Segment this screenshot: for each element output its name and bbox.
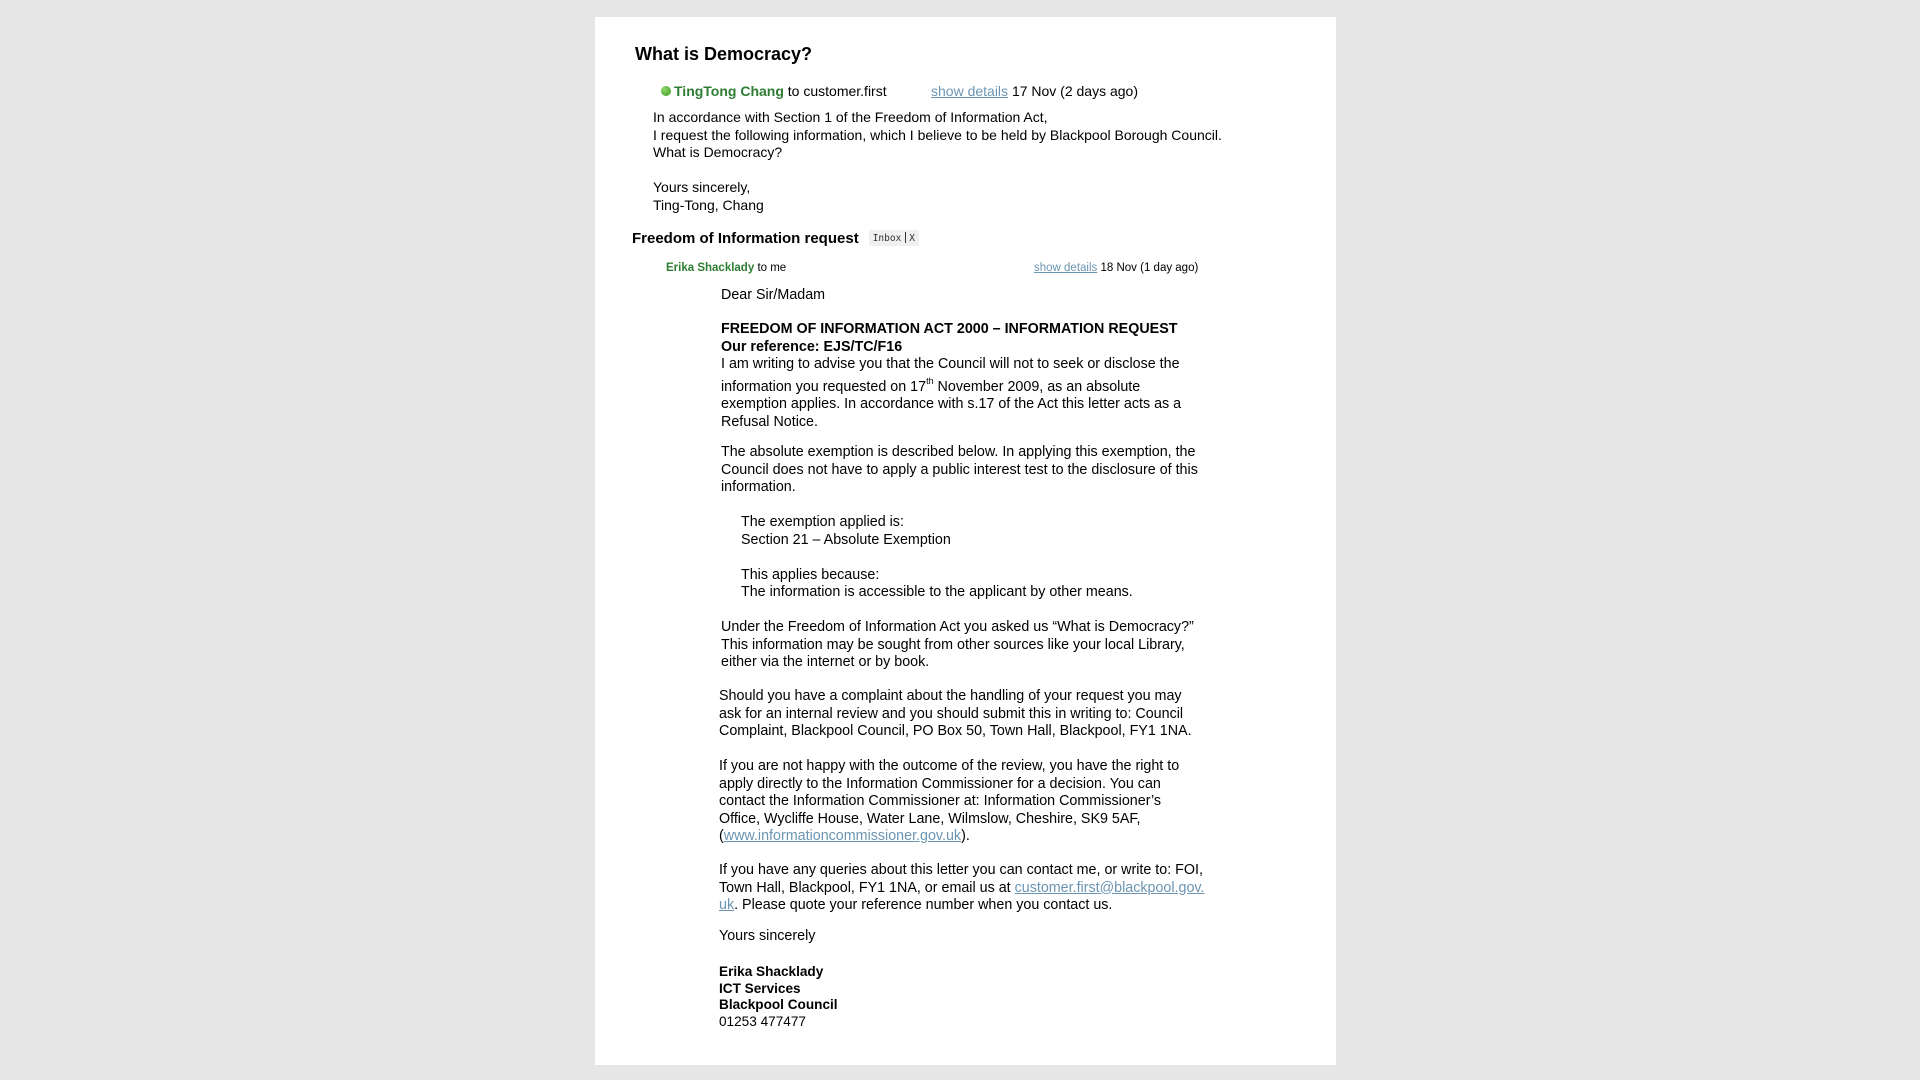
text-run: November 2009, as an absolute <box>933 378 1141 395</box>
text-run: ). <box>961 828 970 844</box>
letter-signature <box>719 964 838 1031</box>
signature: Ting-Tong, Chang <box>653 196 764 213</box>
letter-line <box>719 828 1179 846</box>
text-run: ( <box>719 828 724 844</box>
exemption-value: Section 21 – Absolute Exemption <box>741 531 951 548</box>
signature-name: Erika Shacklady <box>719 964 824 979</box>
message-date: 18 Nov (1 day ago) <box>1100 262 1199 274</box>
reason-label: This applies because: <box>741 566 880 583</box>
letter-line: The absolute exemption is described below. In applying this exemption, the <box>721 444 1196 460</box>
exemption-block <box>741 514 1133 602</box>
letter-line: Council does not have to apply a public interest test to the disclosure of this <box>721 461 1198 478</box>
signature-department: ICT Services <box>719 980 801 996</box>
closing: Yours sincerely, <box>653 179 751 195</box>
thread-subject <box>632 230 919 247</box>
thread-title: What is Democracy? <box>635 44 813 64</box>
body-line: In accordance with Section 1 of the Freedom of Information Act, <box>653 109 1048 125</box>
label-name[interactable]: Inbox <box>872 233 902 244</box>
letter-line: ask for an internal review and you should submit this in writing to: Council <box>719 705 1184 722</box>
letter-line: exemption applies. In accordance with s.17 of the Act this letter acts as a <box>721 396 1182 412</box>
letter-line <box>719 880 1204 898</box>
letter-intro <box>721 321 1181 431</box>
letter-paragraph-3 <box>721 619 1194 672</box>
text-run: information you requested on 17 <box>721 378 927 395</box>
letter-line: This information may be sought from other sources like your local Library, <box>721 636 1185 653</box>
show-details-link[interactable]: show details <box>1034 262 1098 274</box>
letter-paragraph-5 <box>719 758 1179 846</box>
ico-website-link[interactable]: www.informationcommissioner.gov.uk <box>723 828 962 844</box>
body-line: What is Democracy? <box>653 144 783 160</box>
text-run: Town Hall, Blackpool, FY1 1NA, or email us at <box>719 879 1015 896</box>
sender-name[interactable]: Erika Shacklady <box>666 262 755 274</box>
letter-line: either via the internet or by book. <box>721 654 930 670</box>
letter-heading: FREEDOM OF INFORMATION ACT 2000 – INFORMATION REQUEST <box>721 321 1178 337</box>
body-line: I request the following information, which I believe to be held by Blackpool Borough Council. <box>653 126 1222 143</box>
reason-value: The information is accessible to the applicant by other means. <box>741 584 1133 600</box>
letter-paragraph-4 <box>719 688 1192 741</box>
letter-greeting: Dear Sir/Madam <box>721 287 826 303</box>
letter-line: If you are not happy with the outcome of the review, you have the right to <box>719 758 1180 774</box>
letter-paragraph-6 <box>719 862 1204 915</box>
inbox-label <box>869 230 919 246</box>
sender-name[interactable]: TingTong Chang <box>674 83 784 99</box>
letter-line: Complaint, Blackpool Council, PO Box 50, Town Hall, Blackpool, FY1 1NA. <box>719 723 1192 739</box>
email-link-part-2[interactable]: uk <box>719 897 735 913</box>
letter-closing: Yours sincerely <box>719 928 816 944</box>
signature-organization: Blackpool Council <box>719 997 838 1013</box>
letter-line <box>719 897 1204 915</box>
letter-paragraph-2 <box>721 444 1198 497</box>
superscript: th <box>926 375 934 386</box>
letter-line: information. <box>721 479 796 495</box>
message-date: 17 Nov (2 days ago) <box>1011 83 1139 99</box>
message-meta-2 <box>1034 262 1198 274</box>
letter-line: If you have any queries about this letter you can contact me, or write to: FOI, <box>719 862 1203 878</box>
letter-line: I am writing to advise you that the Council will not to seek or disclose the <box>721 356 1180 372</box>
letter-line <box>721 375 1181 397</box>
remove-label-button[interactable]: X <box>909 233 916 244</box>
email-page <box>595 17 1336 1065</box>
email-link-part-1[interactable]: customer.first@blackpool.gov. <box>1014 879 1205 896</box>
message-header-1 <box>661 83 887 99</box>
letter-reference: Our reference: EJS/TC/F16 <box>721 338 903 355</box>
exemption-label: The exemption applied is: <box>741 514 904 530</box>
letter-line: Under the Freedom of Information Act you asked us “What is Democracy?” <box>721 619 1194 635</box>
letter-line: apply directly to the Information Commissioner for a decision. You can <box>719 775 1161 792</box>
letter-line: Should you have a complaint about the handling of your request you may <box>719 688 1182 704</box>
show-details-link[interactable]: show details <box>931 83 1009 99</box>
text-run: . Please quote your reference number when you contact us. <box>734 897 1113 913</box>
message-body-1 <box>653 109 1222 214</box>
subject-text: Freedom of Information request <box>632 230 859 247</box>
signature-phone: 01253 477477 <box>719 1014 806 1030</box>
letter-line: contact the Information Commissioner at: Information Commissioner’s <box>719 793 1162 809</box>
recipient-text: to customer.first <box>787 83 887 99</box>
letter-line: Refusal Notice. <box>721 413 818 430</box>
message-meta-1 <box>931 83 1138 99</box>
letter-line: Office, Wycliffe House, Water Lane, Wilmslow, Cheshire, SK9 5AF, <box>719 810 1141 827</box>
online-status-icon <box>661 86 671 96</box>
recipient-text: to me <box>757 262 787 274</box>
message-header-2 <box>666 262 786 274</box>
